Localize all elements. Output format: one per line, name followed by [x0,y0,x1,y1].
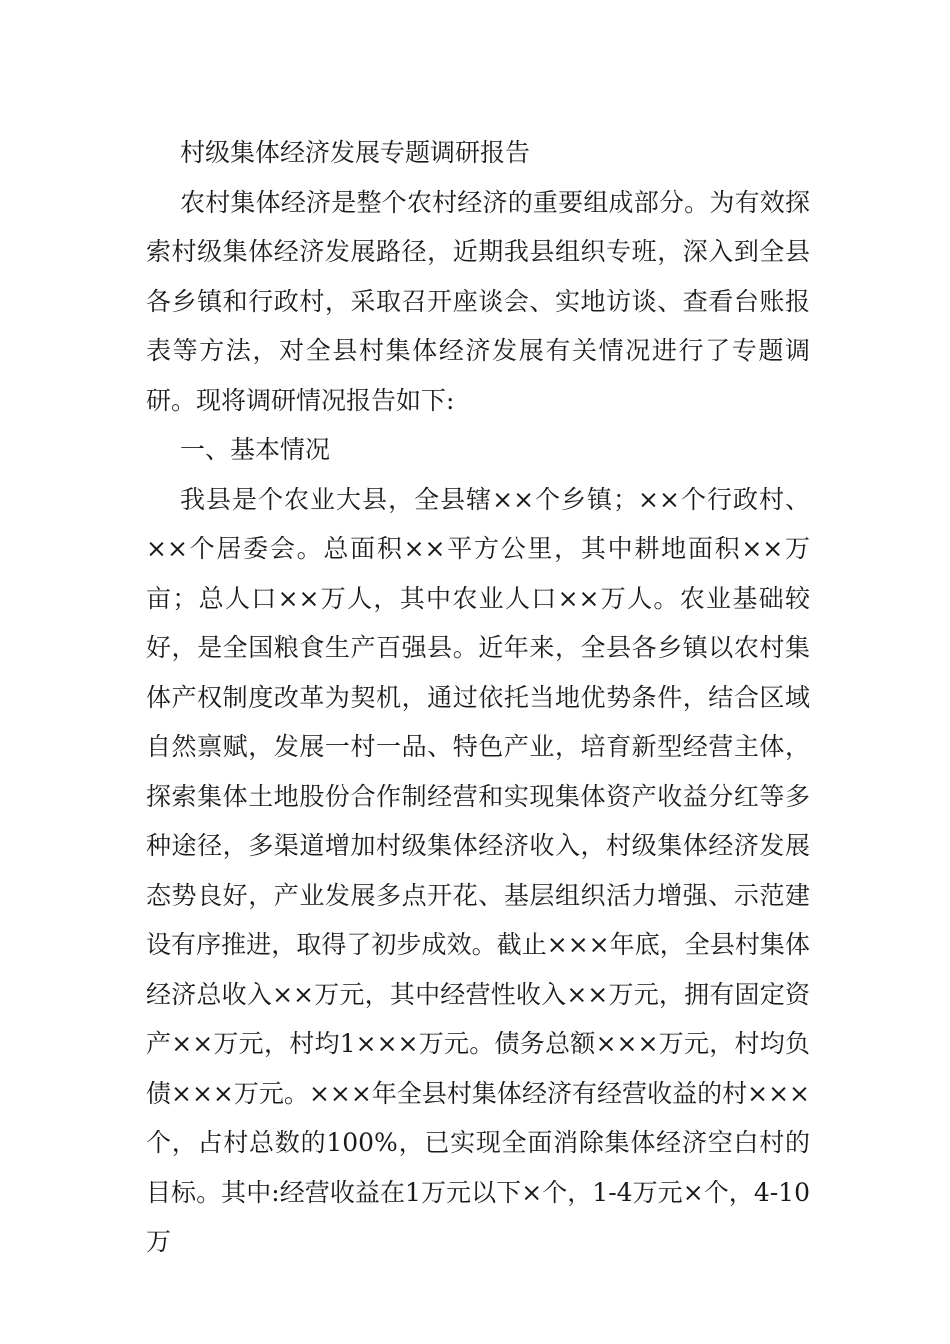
document-title: 村级集体经济发展专题调研报告 [180,138,531,167]
intro-paragraph: 农村集体经济是整个农村经济的重要组成部分。为有效探索村级集体经济发展路径，近期我县组织专班，深入到全县各乡镇和行政村，采取召开座谈会、实地访谈、查看台账报表等方法，对全县村集体经济发展有关情况进行了专题调研。现将调研情况报告如下: [146,187,810,415]
basic-situation-paragraph: 我县是个农业大县，全县辖××个乡镇；××个行政村、××个居委会。总面积××平方公里，其中耕地面积××万亩；总人口××万人，其中农业人口××万人。农业基础较好，是全国粮食生产百强县。近年来，全县各乡镇以农村集体产权制度改革为契机，通过依托当地优势条件，结合区域自然禀赋，发展一村一品、特色产业，培育新型经营主体，探索集体土地股份合作制经营和实现集体资产收益分红等多种途径，多渠道增加村级集体经济收入，村级集体经济发展态势良好，产业发展多点开花、基层组织活力增强、示范建设有序推进，取得了初步成效。截止×××年底，全县村集体经济总收入××万元，其中经营性收入××万元，拥有固定资产××万元，村均1×××万元。债务总额×××万元，村均负债×××万元。×××年全县村集体经济有经营收益的村×××个，占村总数的100%，已实现全面消除集体经济空白村的目标。其中:经营收益在1万元以下×个，1-4万元×个，4-10万 [146,484,810,1256]
section-heading-basic-situation: 一、基本情况 [180,435,331,464]
document-body [146,128,810,1267]
